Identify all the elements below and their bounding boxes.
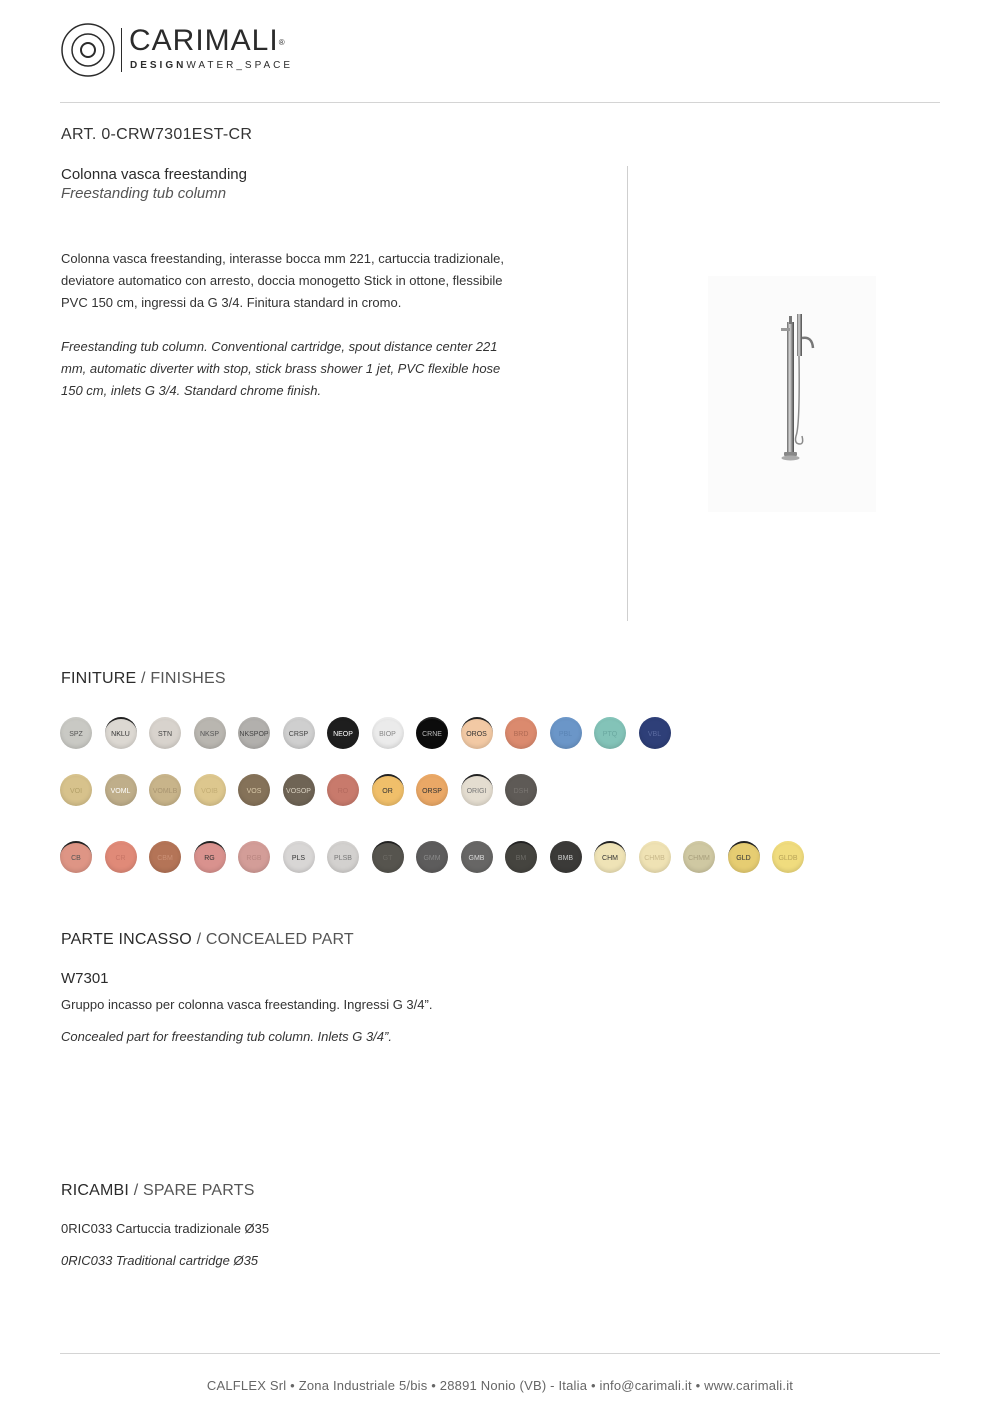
finish-swatch-voml: VOML	[105, 774, 137, 806]
finish-swatch-chmb: CHMB	[639, 841, 671, 873]
finish-swatch-gt: GT	[372, 841, 404, 873]
finish-swatch-origi: ORIGI	[461, 774, 493, 806]
logo-tagline: DESIGNWATER_SPACE	[130, 60, 294, 71]
finish-swatch-gmb: GMB	[461, 841, 493, 873]
product-title-it: Colonna vasca freestanding	[61, 166, 247, 183]
finish-swatch-cbm: CBM	[149, 841, 181, 873]
finish-swatch-ro: RO	[327, 774, 359, 806]
logo-divider	[121, 28, 122, 72]
spares-text-en: 0RIC033 Traditional cartridge Ø35	[61, 1253, 259, 1268]
description-en: Freestanding tub column. Conventional cartridge, spout distance center 221 mm, automatic diverter with stop, stick brass shower 1 jet, PVC flexible hose 150 cm, inlets G 3/4. Standard chrome finish.	[61, 339, 501, 398]
finish-swatch-orsp: ORSP	[416, 774, 448, 806]
finish-swatch-plsb: PLSB	[327, 841, 359, 873]
logo-brand-name: CARIMALI®	[129, 24, 286, 57]
spares-heading: RICAMBI / SPARE PARTS	[61, 1182, 255, 1199]
finish-swatch-cb: CB	[60, 841, 92, 873]
finish-swatch-chmm: CHMM	[683, 841, 715, 873]
finish-swatch-voi: VOI	[60, 774, 92, 806]
finish-swatch-vos: VOS	[238, 774, 270, 806]
finish-swatch-crne: CRNE	[416, 717, 448, 749]
finish-swatch-vomlb: VOMLB	[149, 774, 181, 806]
finish-swatch-voib: VOIB	[194, 774, 226, 806]
finish-swatch-dsh: DSH	[505, 774, 537, 806]
finish-swatch-gmm: GMM	[416, 841, 448, 873]
finish-swatch-gld: GLD	[728, 841, 760, 873]
footer-divider	[60, 1353, 940, 1354]
tub-column-illustration	[708, 276, 876, 512]
finish-swatch-spz: SPZ	[60, 717, 92, 749]
concealed-text-it: Gruppo incasso per colonna vasca freestanding. Ingressi G 3/4”.	[61, 997, 433, 1012]
finishes-heading: FINITURE / FINISHES	[61, 670, 226, 687]
finish-swatch-rgb: RGB	[238, 841, 270, 873]
spares-text-it: 0RIC033 Cartuccia tradizionale Ø35	[61, 1221, 270, 1236]
concealed-code: W7301	[61, 970, 109, 987]
product-image	[708, 276, 876, 512]
finish-swatch-cr: CR	[105, 841, 137, 873]
finish-swatch-ptq: PTQ	[594, 717, 626, 749]
description-it: Colonna vasca freestanding, interasse bocca mm 221, cartuccia tradizionale, deviatore automatico con arresto, doccia monogetto Stick in ottone, flessibile PVC 150 cm, ingressi da G 3/4. Finitura standard in cromo.	[61, 251, 504, 310]
finish-swatch-nklu: NKLU	[105, 717, 137, 749]
finish-swatch-bm: BM	[505, 841, 537, 873]
finish-swatch-chm: CHM	[594, 841, 626, 873]
finish-swatch-nkspop: NKSPOP	[238, 717, 270, 749]
product-title-en: Freestanding tub column	[61, 185, 227, 202]
logo-mark-icon	[60, 22, 116, 78]
finish-swatch-rg: RG	[194, 841, 226, 873]
brand-logo	[60, 22, 330, 82]
finish-swatch-biop: BIOP	[372, 717, 404, 749]
finish-swatch-nksp: NKSP	[194, 717, 226, 749]
finish-swatch-vbl: VBL	[639, 717, 671, 749]
column-divider	[627, 166, 628, 621]
concealed-heading: PARTE INCASSO / CONCEALED PART	[61, 931, 354, 948]
finish-swatch-bmb: BMB	[550, 841, 582, 873]
finish-swatch-or: OR	[372, 774, 404, 806]
footer-contact: CALFLEX Srl • Zona Industriale 5/bis • 28891 Nonio (VB) - Italia • info@carimali.it • www.carimali.it	[206, 1378, 794, 1393]
finish-swatch-oros: OROS	[461, 717, 493, 749]
concealed-text-en: Concealed part for freestanding tub column. Inlets G 3/4”.	[61, 1029, 392, 1044]
finish-swatch-vosop: VOSOP	[283, 774, 315, 806]
finish-swatch-crsp: CRSP	[283, 717, 315, 749]
finish-swatch-pbl: PBL	[550, 717, 582, 749]
finish-swatch-pls: PLS	[283, 841, 315, 873]
finish-swatch-neop: NEOP	[327, 717, 359, 749]
header-divider	[60, 102, 940, 103]
finish-swatch-stn: STN	[149, 717, 181, 749]
article-code: ART. 0-CRW7301EST-CR	[61, 126, 253, 143]
finish-swatch-brd: BRD	[505, 717, 537, 749]
finish-swatch-gldb: GLDB	[772, 841, 804, 873]
